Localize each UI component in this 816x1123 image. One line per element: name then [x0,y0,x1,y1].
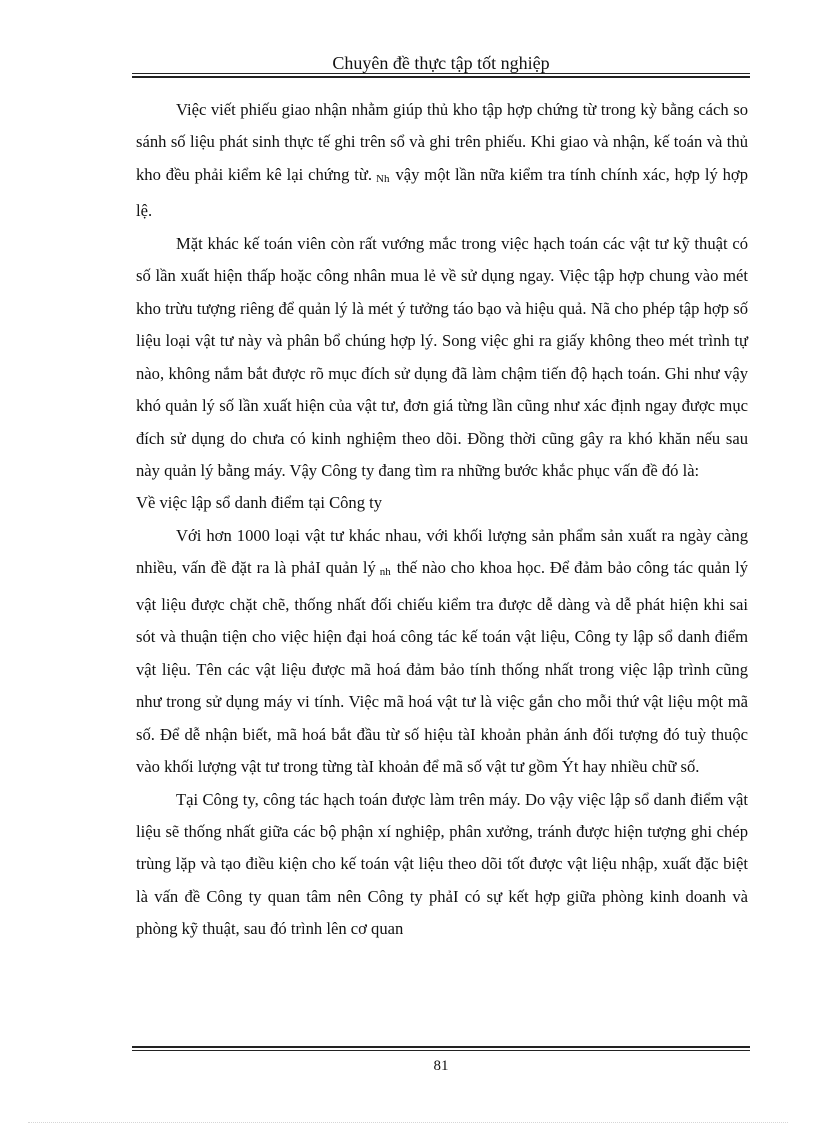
paragraph-2: Mặt khác kế toán viên còn rất vướng mắc trong việc hạch toán các vật tư kỹ thuật có số lần xuất hiện thấp hoặc công nhân mua lẻ về sử dụng ngay. Việc tập hợp chung vào mét kho trừu tượng riêng để quản lý là mét ý tưởng táo bạo và hiệu quả. Nã cho phép tập hợp số liệu loại vật tư này và phân bổ chúng hợp lý. Song việc ghi ra giấy không theo mét trình tự nào, không nắm bắt được rõ mục đích sử dụng đã làm chậm tiến độ hạch toán. Ghi như vậy khó quản lý số lần xuất hiện của vật tư, đơn giá từng lần cũng như xác định ngay được mục đích sử dụng do chưa có kinh nghiệm theo dõi. Đồng thời cũng gây ra khó khăn nếu sau này quản lý bằng máy. Vậy Công ty đang tìm ra những bước khắc phục vấn đề đó là: [136,233,748,480]
footer-rule-thick [132,1046,750,1048]
header-rule-thin [132,73,750,74]
footer-rule-thin [132,1050,750,1051]
small-text-fragment: nh [379,566,391,579]
body-text [136,94,748,946]
page-header-title: Chuyên đề thực tập tốt nghiệp [332,53,550,73]
paragraph-3: Với hơn 1000 loại vật tư khác nhau, với khối lượng sản phẩm sản xuất ra ngày càng nhiều, vấn đề đặt ra là phảI quản lý nh thế nào cho khoa học. Để đảm bảo công tác quản lý vật liệu được chặt chẽ, thống nhất đối chiếu kiểm tra được dễ dàng và dễ phát hiện khi sai sót và thuận tiện cho việc hiện đại hoá công tác kế toán vật liệu, Công ty lập sổ danh điểm vật liệu. Tên các vật liệu được mã hoá đảm bảo tính thống nhất trong việc lập trình cũng như trong sử dụng máy vi tính. Việc mã hoá vật tư là việc gắn cho mỗi thứ vật liệu một mã số. Để dễ nhận biết, mã hoá bắt đầu từ số hiệu tàI khoản phản ánh đối tượng đó tuỳ thuộc vào khối lượng vật tư trong từng tàI khoản để mã số vật tư gồm Ýt hay nhiều chữ số. [136,525,749,777]
header-rule-thick [132,76,750,78]
small-text-fragment: Nh [376,172,390,185]
paragraph-4: Tại Công ty, công tác hạch toán được làm trên máy. Do vậy việc lập sổ danh điểm vật liệu sẽ thống nhất giữa các bộ phận xí nghiệp, phân xưởng, tránh được hiện tượng ghi chép trùng lặp và tạo điều kiện cho kế toán vật liệu theo dõi tốt được vật liệu nhập, xuất đặc biệt là vấn đề Công ty quan tâm nên Công ty phảI có sự kết hợp giữa phòng kinh doanh và phòng kỹ thuật, sau đó trình lên cơ quan [136,789,748,939]
page-number: 81 [433,1058,449,1074]
paragraph-1: Việc viết phiếu giao nhận nhằm giúp thủ kho tập hợp chứng từ trong kỳ bằng cách so sánh số liệu phát sinh thực tế ghi trên sổ và ghi trên phiếu. Khi giao và nhận, kế toán và thủ kho đều phải kiểm kê lại chứng từ. Nh vậy một lần nữa kiểm tra tính chính xác, hợp lý hợp lệ. [136,100,748,221]
section-heading: Về việc lập sổ danh điểm tại Công ty [136,493,383,513]
